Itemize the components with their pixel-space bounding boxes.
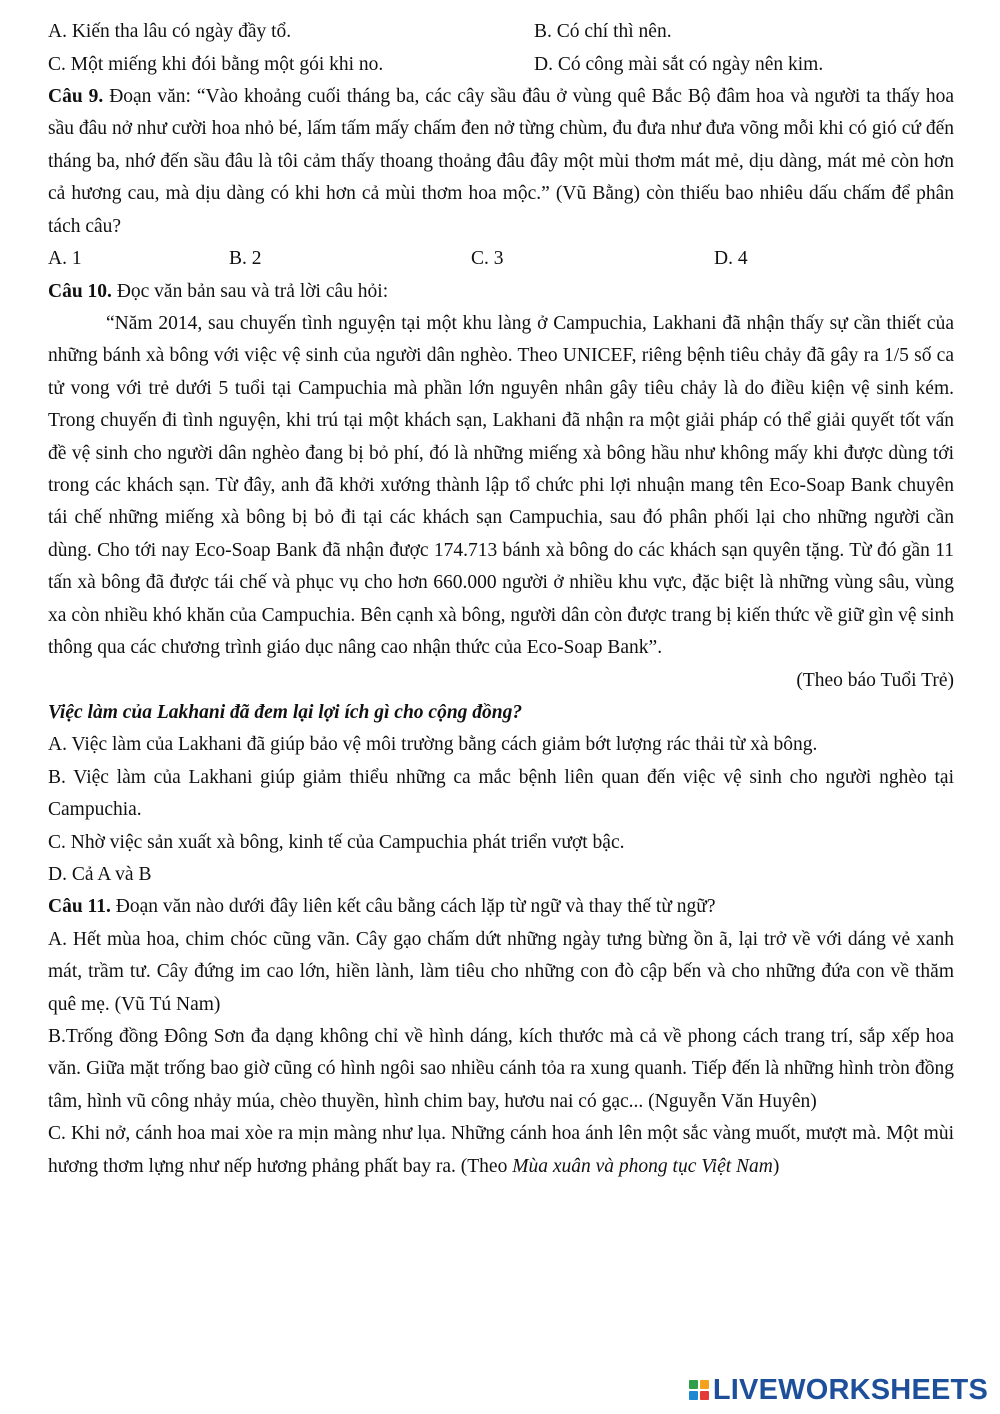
q8-option-d[interactable]: D. Có công mài sắt có ngày nên kim. — [534, 53, 824, 75]
q9-option-a[interactable]: A. 1 — [48, 248, 82, 270]
logo-square-red — [700, 1391, 709, 1400]
q9-label: Câu 9. — [48, 86, 104, 107]
q10-option-c[interactable]: C. Nhờ việc sản xuất xà bông, kinh tế của Campuchia phát triển vượt bậc. — [48, 831, 625, 853]
q11-option-c[interactable] — [48, 1118, 954, 1183]
q11-option-c-end: ) — [772, 1155, 780, 1177]
q11-option-b[interactable]: B.Trống đồng Đông Sơn đa dạng không chỉ về hình dáng, kích thước mà cả về phong cách trang trí, sắp xếp hoa văn. Giữa mặt trống bao giờ cũng có hình ngôi sao nhiều cánh tỏa ra xung quanh. Tiếp đến là những hình tròn đồng tâm, hình vũ công nhảy múa, chèo thuyền, hình chim bay, hươu nai có gạc... (Nguyễn Văn Huyên) — [48, 1026, 954, 1112]
q10-option-d[interactable]: D. Cả A và B — [48, 864, 152, 886]
q8-options-row-2 — [48, 49, 954, 82]
logo-square-blue — [689, 1391, 698, 1400]
logo-text: LIVEWORKSHEETS — [712, 1373, 988, 1406]
q8-options-row-1 — [48, 16, 954, 49]
worksheet-page — [48, 16, 954, 1183]
q11-option-c-source: Mùa xuân và phong tục Việt Nam — [512, 1155, 773, 1177]
q10-text: Đọc văn bản sau và trả lời câu hỏi: — [111, 280, 389, 302]
q10-question — [48, 276, 954, 309]
q10-passage: “Năm 2014, sau chuyến tình nguyện tại một khu làng ở Campuchia, Lakhani đã nhận thấy sự cần thiết của những bánh xà bông với việc vệ sinh của người dân nghèo. Theo UNICEF, riêng bệnh tiêu chảy đã gây ra 1/5 số ca tử vong với trẻ dưới 5 tuổi tại Campuchia mà phần lớn nguyên nhân gây tiêu chảy là do điều kiện vệ sinh kém. Trong chuyến đi tình nguyện, khi trú tại một khách sạn, Lakhani đã nhận ra một giải pháp có thể giải quyết tốt vấn đề vệ sinh cho người dân nghèo đang bị bỏ phí, đó là những miếng xà bông hầu như không mấy khi được dùng tới trong các khách sạn. Từ đây, anh đã khởi xướng thành lập tổ chức phi lợi nhuận mang tên Eco-Soap Bank chuyên tái chế những miếng xà bông bị bỏ đi tại các khách sạn Campuchia, sau đó phân phối lại cho những người cần dùng. Cho tới nay Eco-Soap Bank đã nhận được 174.713 bánh xà bông do các khách sạn quyên tặng. Từ đó gần 11 tấn xà bông đã được tái chế và phục vụ cho hơn 660.000 người ở nhiều khu vực, đặc biệt là những vùng sâu, vùng xa còn nhiều khó khăn của Campuchia. Bên cạnh xà bông, người dân còn được trang bị kiến thức về giữ gìn vệ sinh thông qua các chương trình giáo dục nâng cao nhận thức của Eco-Soap Bank”. — [48, 313, 954, 659]
q9-option-b[interactable]: B. 2 — [229, 248, 262, 270]
logo-mark-icon — [689, 1380, 709, 1400]
logo-square-green — [689, 1380, 698, 1389]
q8-option-a[interactable]: A. Kiến tha lâu có ngày đầy tổ. — [48, 21, 292, 42]
q9-text: Đoạn văn: “Vào khoảng cuối tháng ba, các cây sầu đâu ở vùng quê Bắc Bộ đâm hoa và người ta thấy hoa sầu đâu nở như cười hoa nhỏ bé, lấm tấm mấy chấm đen nở từng chùm, đu đưa như đưa võng mỗi khi có gió cứ đến tháng ba, nhớ đến sầu đâu là tôi cảm thấy thoang thoảng đâu đây một mùi thơm mát mẻ, dịu dàng, mát mẻ còn hơn cả hương cau, mà dịu dàng có khi hơn cả mùi thơm hoa mộc.” (Vũ Bằng) còn thiếu bao nhiêu dấu chấm để phân tách câu? — [48, 86, 954, 237]
q9-question — [48, 81, 954, 243]
q10-option-a[interactable]: A. Việc làm của Lakhani đã giúp bảo vệ môi trường bằng cách giảm bớt lượng rác thải từ xà bông. — [48, 734, 818, 756]
q8-option-c[interactable]: C. Một miếng khi đói bằng một gói khi no. — [48, 53, 384, 75]
q9-option-d[interactable]: D. 4 — [714, 248, 748, 270]
q11-text: Đoạn văn nào dưới đây liên kết câu bằng cách lặp từ ngữ và thay thế từ ngữ? — [110, 896, 716, 918]
q10-label: Câu 10. — [48, 280, 112, 302]
q11-option-c-text: C. Khi nở, cánh hoa mai xòe ra mịn màng như lụa. Những cánh hoa ánh lên một sắc vàng muốt, mượt mà. Một mùi hương thơm lựng như nếp hương phảng phất bay ra. (Theo — [48, 1123, 954, 1177]
q11-option-a[interactable]: A. Hết mùa hoa, chim chóc cũng vãn. Cây gạo chấm dứt những ngày tưng bừng ồn ã, lại trở về với dáng vẻ xanh mát, trầm tư. Cây đứng im cao lớn, hiền lành, làm tiêu cho những con đò cập bến và cho những đứa con về thăm quê mẹ. (Vũ Tú Nam) — [48, 928, 954, 1015]
q9-options-row — [48, 243, 954, 276]
q8-option-b[interactable]: B. Có chí thì nên. — [534, 21, 672, 42]
q10-option-b[interactable]: B. Việc làm của Lakhani giúp giảm thiểu những ca mắc bệnh liên quan đến việc vệ sinh cho người nghèo tại Campuchia. — [48, 766, 954, 821]
q10-prompt: Việc làm của Lakhani đã đem lại lợi ích gì cho cộng đồng? — [48, 701, 523, 723]
q10-source: (Theo báo Tuổi Trẻ) — [796, 669, 954, 691]
q11-label: Câu 11. — [48, 896, 111, 918]
q9-option-c[interactable]: C. 3 — [471, 248, 504, 270]
q11-question — [48, 891, 954, 923]
logo-square-orange — [700, 1380, 709, 1389]
liveworksheets-logo — [689, 1374, 988, 1406]
